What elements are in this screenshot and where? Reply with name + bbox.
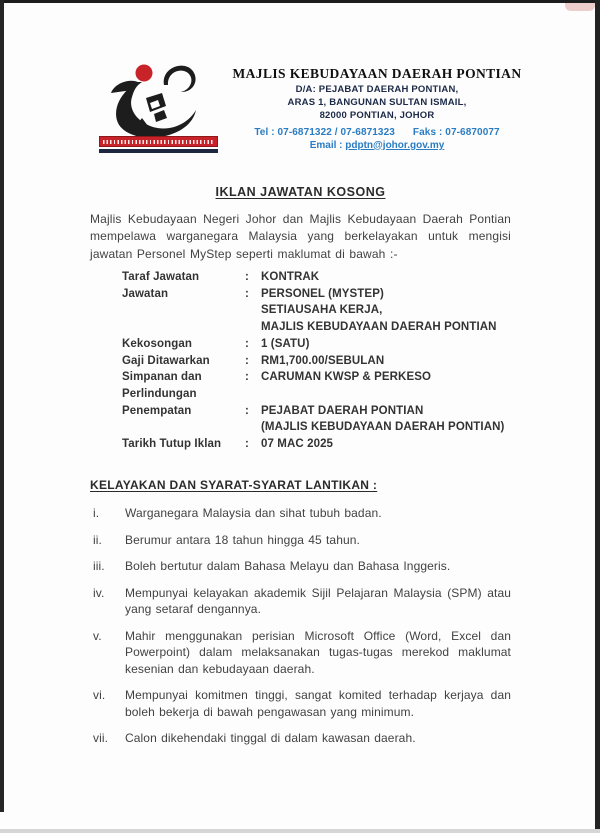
logo-emblem-icon [98,60,220,136]
list-item-text: Warganegara Malaysia dan sihat tubuh badan. [125,506,382,520]
list-item-numeral: i. [93,506,100,520]
detail-value: (MAJLIS KEBUDAYAAN DAERAH PONTIAN) [261,421,505,434]
detail-row-kekosongan [122,336,522,353]
requirements-list [93,505,511,757]
intro-paragraph: Majlis Kebudayaan Negeri Johor dan Majlis Kebudayaan Daerah Pontian mempelawa warganegara Malaysia yang berkelayakan untuk mengisi jawatan Personel MyStep seperti maklumat di bawah :- [90,212,511,261]
scan-edge-top [0,0,600,3]
org-name: MAJLIS KEBUDAYAAN DAERAH PONTIAN [232,66,522,81]
colon: : [245,337,249,350]
logo-underline-bar [99,149,218,153]
detail-label: Tarikh Tutup Iklan [122,438,222,451]
detail-value: PERSONEL (MYSTEP) [261,287,384,300]
email-label: Email : [309,139,346,151]
document-title: IKLAN JAWATAN KOSONG [215,185,386,199]
detail-value: KONTRAK [261,271,320,283]
list-item-text: Berumur antara 18 tahun hingga 45 tahun. [125,532,360,547]
org-address-line2: ARAS 1, BANGUNAN SULTAN ISMAIL, [287,97,467,109]
requirements-heading: KELAYAKAN DAN SYARAT-SYARAT LANTIKAN : [90,478,378,492]
list-item [93,532,511,549]
org-email-line [220,140,534,151]
colon: : [245,271,249,283]
list-item [93,687,511,720]
letterhead [220,66,534,151]
list-item-numeral: iv. [93,585,105,600]
colon: : [245,404,249,417]
job-details-table [122,269,522,453]
org-address-line1: D/A: PEJABAT DAERAH PONTIAN, [295,84,459,95]
detail-row-taraf-jawatan [122,269,522,286]
detail-label: Taraf Jawatan [122,271,200,283]
org-address-line3: 82000 PONTIAN, JOHOR [319,110,435,122]
detail-label: Kekosongan [122,337,193,350]
organization-logo [98,60,220,156]
detail-row-gaji [122,353,522,370]
scan-edge-right [595,0,600,833]
colon: : [245,354,249,367]
detail-label: Jawatan [122,287,169,300]
colon: : [245,287,249,300]
list-item [93,558,511,575]
detail-label: Simpanan dan [122,371,202,384]
list-item-text: Boleh bertutur dalam Bahasa Melayu dan Bahasa Inggeris. [125,559,451,573]
scan-edge-bottom [0,829,600,833]
scan-edge-left [0,0,4,812]
detail-value: CARUMAN KWSP & PERKESO [261,371,432,384]
list-item [93,628,511,678]
colon: : [245,371,249,384]
detail-label: Gaji Ditawarkan [122,354,210,367]
tel-number: Tel : 07-6871322 / 07-6871323 [254,126,395,138]
detail-value: 1 (SATU) [261,337,310,350]
detail-row-jawatan [122,286,522,336]
list-item-numeral: vi. [93,688,106,702]
list-item-numeral: vii. [93,731,109,745]
detail-value: RM1,700.00/SEBULAN [261,354,385,367]
list-item-numeral: v. [93,628,102,643]
detail-row-tarikh-tutup [122,436,522,453]
list-item [93,585,511,618]
list-item-text: Mahir menggunakan perisian Microsoft Office (Word, Excel dan Powerpoint) dalam melaksanakan tugas-tugas merekod maklumat kesenian dan kebudayaan daerah. [125,628,511,676]
detail-label: Perlindungan [122,387,197,400]
list-item [93,505,511,522]
list-item-numeral: ii. [93,532,102,547]
list-item-text: Mempunyai kelayakan akademik Sijil Pelajaran Malaysia (SPM) atau yang setaraf dengannya. [125,585,511,616]
detail-row-simpanan [122,369,522,402]
detail-row-penempatan [122,403,522,436]
list-item [93,730,511,747]
detail-value: 07 MAC 2025 [261,438,334,451]
detail-value: SETIAUSAHA KERJA, [261,304,383,317]
email-link: pdptn@johor.gov.my [345,139,445,151]
list-item-numeral: iii. [93,559,105,573]
list-item-text: Calon dikehendaki tinggal di dalam kawasan daerah. [125,731,416,745]
logo-motto-banner [99,136,218,147]
colon: : [245,438,249,451]
fax-number: Faks : 07-6870077 [412,126,500,138]
org-contact-line [220,127,534,138]
detail-label: Penempatan [122,404,192,417]
list-item-text: Mempunyai komitmen tinggi, sangat komited terhadap kerjaya dan boleh bekerja di bawah pengawasan yang minimum. [125,688,511,719]
scan-smudge [565,3,595,11]
detail-value: PEJABAT DAERAH PONTIAN [261,404,424,417]
detail-value: MAJLIS KEBUDAYAAN DAERAH PONTIAN [261,321,497,334]
